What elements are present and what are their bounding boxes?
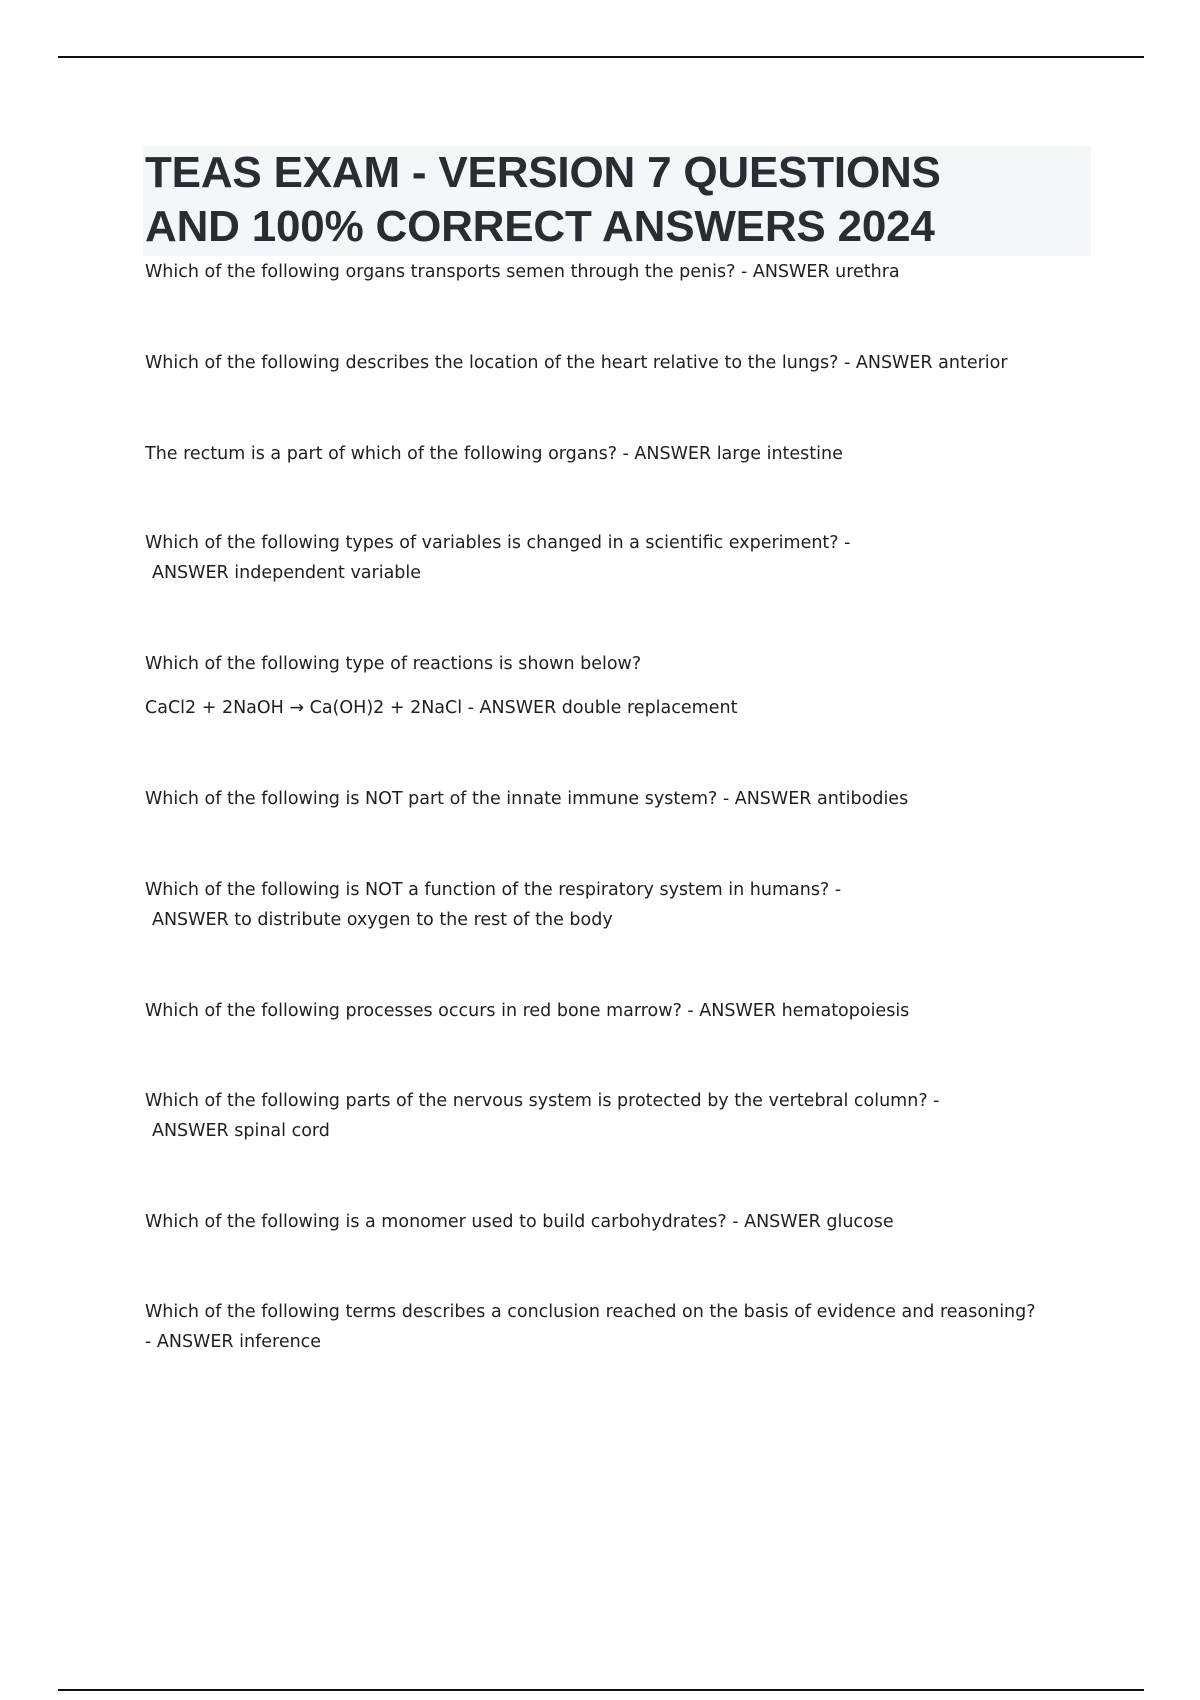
qa-text: Which of the following processes occurs in red bone marrow? - ANSWER hematopoiesis bbox=[145, 1001, 910, 1021]
qa-item bbox=[145, 257, 1095, 287]
qa-item bbox=[145, 996, 1095, 1026]
qa-item bbox=[145, 439, 1095, 469]
qa-question: Which of the following terms describes a conclusion reached on the basis of evidence and reasoning? bbox=[145, 1302, 1036, 1322]
qa-text: Which of the following is a monomer used to build carbohydrates? - ANSWER glucose bbox=[145, 1212, 894, 1232]
qa-answer: - ANSWER inference bbox=[145, 1332, 322, 1352]
qa-item bbox=[145, 528, 1095, 588]
document-title bbox=[143, 146, 1091, 254]
qa-answer: ANSWER spinal cord bbox=[152, 1121, 330, 1141]
bottom-rule bbox=[58, 1689, 1144, 1691]
qa-question: Which of the following types of variables is changed in a scientific experiment? - bbox=[145, 533, 851, 553]
title-block bbox=[143, 146, 1091, 256]
qa-question: Which of the following is NOT a function of the respiratory system in humans? - bbox=[145, 880, 842, 900]
qa-question: Which of the following type of reactions is shown below? bbox=[145, 654, 642, 674]
qa-text: Which of the following describes the location of the heart relative to the lungs? - ANSWER anterior bbox=[145, 353, 1008, 373]
qa-answer: ANSWER independent variable bbox=[152, 563, 422, 583]
qa-item bbox=[145, 1297, 1095, 1357]
title-line-1: TEAS EXAM - VERSION 7 QUESTIONS bbox=[145, 148, 941, 197]
qa-item bbox=[145, 649, 1095, 723]
qa-item bbox=[145, 1086, 1095, 1146]
qa-question: Which of the following parts of the nervous system is protected by the vertebral column? - bbox=[145, 1091, 940, 1111]
title-line-2: AND 100% CORRECT ANSWERS 2024 bbox=[145, 202, 935, 251]
qa-item bbox=[145, 875, 1095, 935]
qa-text: The rectum is a part of which of the following organs? - ANSWER large intestine bbox=[145, 444, 843, 464]
qa-item bbox=[145, 784, 1095, 814]
reaction-equation: CaCl2 + 2NaOH → Ca(OH)2 + 2NaCl - ANSWER double replacement bbox=[145, 698, 738, 718]
qa-answer: ANSWER to distribute oxygen to the rest of the body bbox=[152, 910, 613, 930]
qa-item bbox=[145, 1207, 1095, 1237]
qa-text: Which of the following is NOT part of the innate immune system? - ANSWER antibodies bbox=[145, 789, 909, 809]
qa-item bbox=[145, 348, 1095, 378]
qa-text: Which of the following organs transports semen through the penis? - ANSWER urethra bbox=[145, 262, 900, 282]
top-rule bbox=[58, 56, 1144, 58]
